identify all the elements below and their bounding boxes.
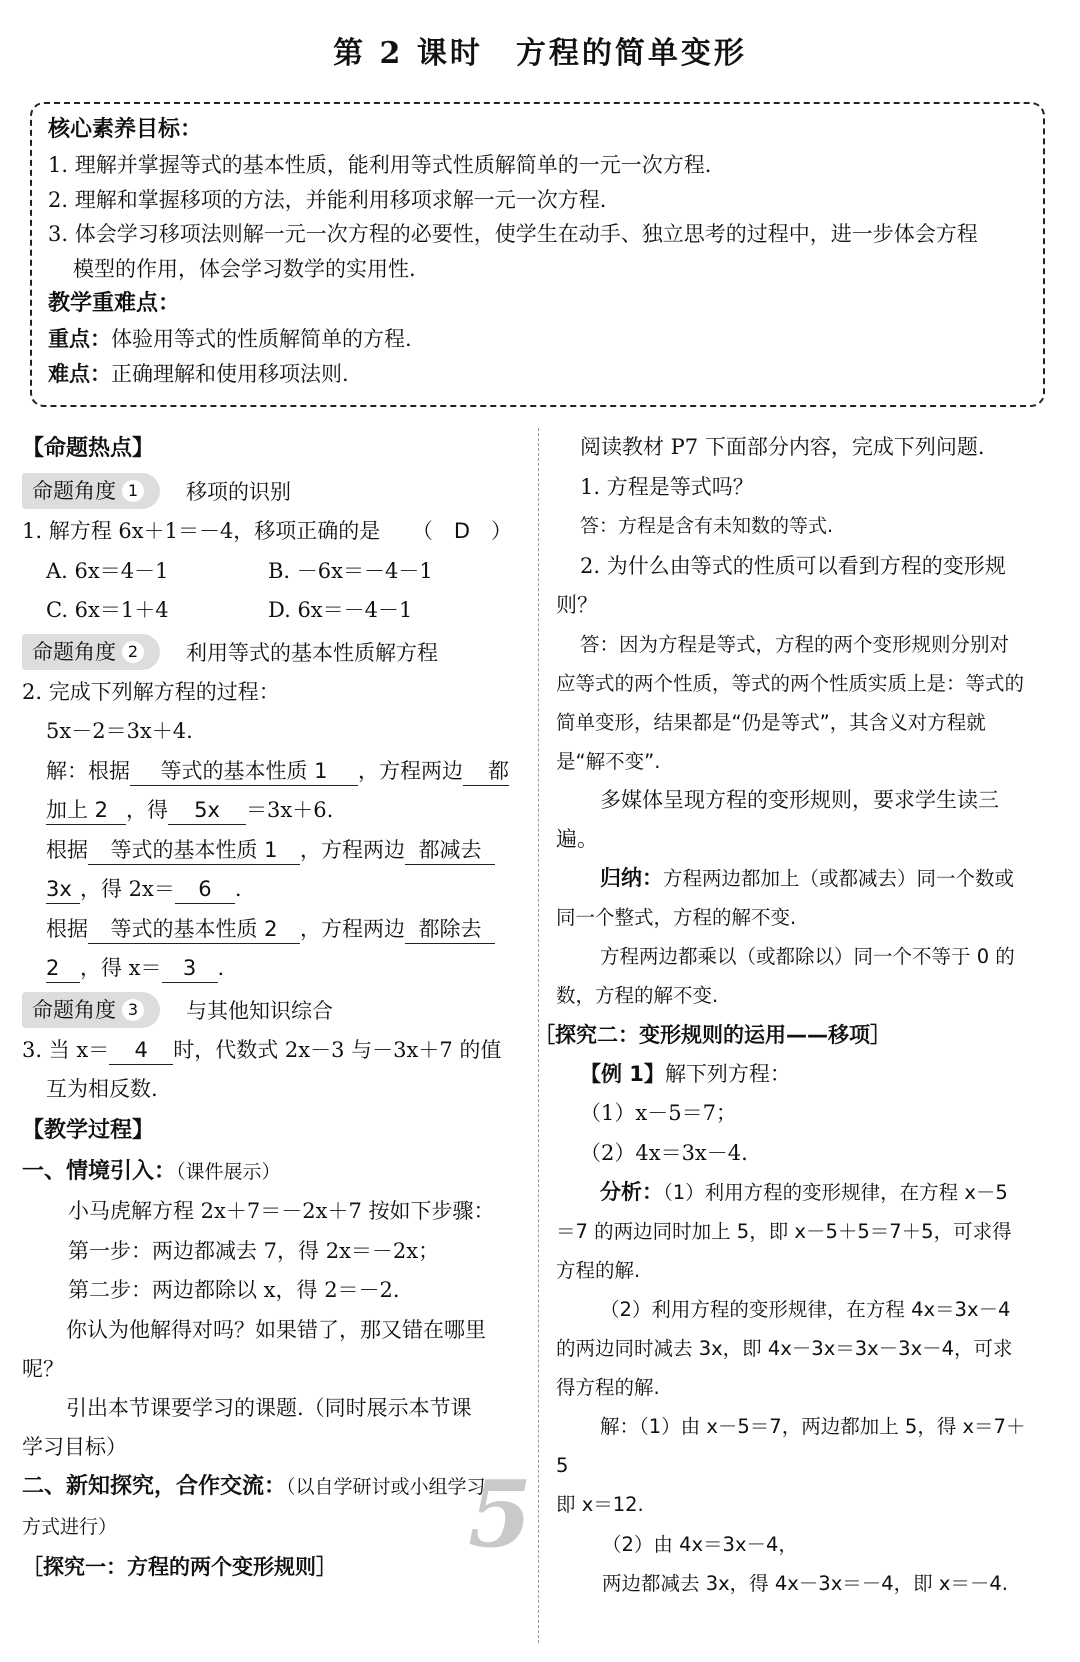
option-d: D. 6x＝－4－1	[268, 598, 413, 622]
paragraph: 第一步：两边都减去 7，得 2x＝－2x；	[68, 1238, 440, 1263]
solution: 两边都减去 3x，得 4x－3x＝－4，即 x＝－4.	[602, 1572, 1008, 1595]
q2-blank: 都除去	[405, 915, 495, 944]
q2-text: ，得 2x＝	[80, 877, 175, 901]
example-text: 解下列方程：	[664, 1061, 791, 1086]
q2-text: 根据	[46, 916, 88, 941]
page-title: 第 2 课时 方程的简单变形	[333, 36, 747, 71]
paragraph: 引出本节课要学习的课题.（同时展示本节课学习目标）	[22, 1395, 472, 1459]
section-2-note: （以自学研讨或小组学习方式进行）	[22, 1475, 486, 1538]
section-1-title: 一、情境引入：	[22, 1158, 177, 1184]
q2-text: ，得	[126, 798, 168, 822]
angle-3-tag	[22, 992, 532, 1028]
example-label: 【例 1】	[580, 1061, 665, 1086]
answer: 答：方程是含有未知数的等式.	[580, 515, 834, 537]
right-column	[534, 428, 1056, 1604]
paragraph: 小马虎解方程 2x＋7＝－2x＋7 按如下步骤：	[68, 1199, 495, 1223]
q2-text: ，方程两边	[358, 758, 463, 783]
diff-text: 正确理解和使用移项法则.	[111, 361, 349, 386]
key-text: 体验用等式的性质解简单的方程.	[111, 327, 412, 351]
q2-text: ，方程两边	[300, 916, 405, 941]
key-label: 重点：	[48, 327, 111, 351]
angle-label: 命题角度	[32, 639, 116, 664]
angle-title: 与其他知识综合	[186, 998, 333, 1023]
section-2-title: 二、新知探究，合作交流：	[22, 1473, 287, 1499]
paragraph: 阅读教材 P7 下面部分内容，完成下列问题.	[580, 435, 985, 459]
solution: 解：（1）由 x－5＝7，两边都加上 5，得 x＝7＋5	[556, 1415, 1026, 1477]
question-1: 1. 解方程 6x＋1＝－4，移项正确的是	[22, 519, 381, 543]
section-1-note: （课件展示）	[176, 1160, 281, 1183]
q3-text: 时，代数式 2x－3 与－3x＋7 的值	[173, 1037, 502, 1062]
paragraph: 1. 方程是等式吗？	[580, 474, 754, 499]
q2-blank: 3	[162, 954, 218, 983]
q3-blank: 4	[109, 1036, 173, 1065]
q2-text: 解：根据	[46, 758, 130, 783]
difficulty-heading: 教学重难点：	[48, 291, 181, 316]
goal-item: 3. 体会学习移项法则解一元一次方程的必要性，使学生在动手、独立思考的过程中，进一步体会方程	[48, 222, 978, 246]
q2-blank: 5x	[168, 796, 246, 825]
q2-blank: 等式的基本性质 1	[130, 757, 358, 786]
summary-label: 归纳：	[600, 865, 663, 890]
option-b: B. －6x＝－4－1	[268, 558, 433, 583]
goals-box	[30, 102, 1045, 407]
paragraph: 2. 为什么由等式的性质可以看到方程的变形规则？	[556, 553, 1006, 617]
explore-1-heading: ［探究一：方程的两个变形规则］	[22, 1554, 337, 1579]
analysis-text: （1）利用方程的变形规律，在方程 x－5＝7 的两边同时加上 5，即 x－5＋5＝7＋5，可求得方程的解.	[556, 1181, 1012, 1282]
answer: 答：因为方程是等式，方程的两个变形规则分别对应等式的两个性质，等式的两个性质实质上是：等式的简单变形，结果都是“仍是等式”，其含义对方程就是“解不变”.	[556, 632, 1025, 773]
paragraph: 多媒体呈现方程的变形规则，要求学生读三遍。	[556, 787, 999, 851]
q2-blank: 等式的基本性质 2	[88, 915, 300, 944]
q2-blank: 都减去	[405, 836, 495, 865]
angle-1-tag	[22, 473, 532, 509]
q2-blank: 2	[46, 954, 80, 983]
q2-text: .	[217, 956, 225, 980]
q2-blank: 3x	[46, 875, 80, 904]
angle-number: 1	[122, 480, 144, 502]
angle-number: 3	[122, 999, 144, 1021]
question-2: 2. 完成下列解方程的过程：	[22, 679, 280, 704]
summary-text: 方程两边都加上（或都减去）同一个数或同一个整式，方程的解不变.	[556, 866, 1015, 929]
left-column	[22, 428, 532, 1587]
process-heading: 【教学过程】	[22, 1117, 155, 1143]
q2-text: ，得 x＝	[80, 956, 162, 980]
explore-2-heading: ［探究二：变形规则的运用——移项］	[534, 1022, 891, 1047]
paragraph: 你认为他解得对吗？如果错了，那又错在哪里呢？	[22, 1317, 486, 1381]
page-number: 5	[468, 1460, 533, 1568]
option-c: C. 6x＝1＋4	[46, 598, 169, 622]
paragraph: 第二步：两边都除以 x，得 2＝－2.	[68, 1278, 400, 1302]
q2-text: ＝3x＋6.	[246, 798, 334, 822]
angle-number: 2	[122, 641, 144, 663]
solution: 即 x＝12.	[556, 1493, 644, 1516]
analysis-label: 分析：	[600, 1180, 663, 1204]
q2-blank: 都	[463, 757, 509, 786]
angle-2-tag	[22, 634, 532, 670]
angle-title: 利用等式的基本性质解方程	[186, 640, 438, 665]
analysis-text: （2）利用方程的变形规律，在方程 4x＝3x－4 的两边同时减去 3x，即 4x－3x＝3x－3x－4，可求得方程的解.	[556, 1298, 1013, 1399]
q2-text: .	[234, 877, 242, 901]
option-a: A. 6x＝4－1	[46, 558, 169, 583]
goals-heading: 核心素养目标：	[48, 117, 203, 142]
q2-blank: 等式的基本性质 1	[88, 836, 300, 865]
q1-answer: （ D ）	[411, 519, 512, 543]
q3-text: 互为相反数.	[46, 1077, 158, 1101]
example-item: （2）4x＝3x－4.	[580, 1140, 748, 1165]
angle-label: 命题角度	[32, 479, 116, 503]
q2-text: 根据	[46, 837, 88, 862]
goal-item: 1. 理解并掌握等式的基本性质，能利用等式性质解简单的一元一次方程.	[48, 153, 712, 177]
angle-title: 移项的识别	[186, 480, 291, 504]
hot-heading: 【命题热点】	[22, 436, 155, 461]
example-item: （1）x－5＝7；	[580, 1101, 737, 1125]
goal-item: 模型的作用，体会学习数学的实用性.	[73, 256, 416, 281]
q2-blank: 6	[175, 875, 235, 904]
goal-item: 2. 理解和掌握移项的方法，并能利用移项求解一元一次方程.	[48, 187, 607, 212]
diff-label: 难点：	[48, 361, 111, 386]
q2-text: ，方程两边	[300, 837, 405, 862]
summary-text: 方程两边都乘以（或都除以）同一个不等于 0 的数，方程的解不变.	[556, 944, 1015, 1007]
angle-label: 命题角度	[32, 997, 116, 1022]
q3-text: 3. 当 x＝	[22, 1037, 110, 1062]
solution: （2）由 4x＝3x－4，	[602, 1532, 798, 1556]
q2-blank: 加上 2	[46, 796, 126, 825]
q2-equation: 5x－2＝3x＋4.	[46, 719, 193, 743]
